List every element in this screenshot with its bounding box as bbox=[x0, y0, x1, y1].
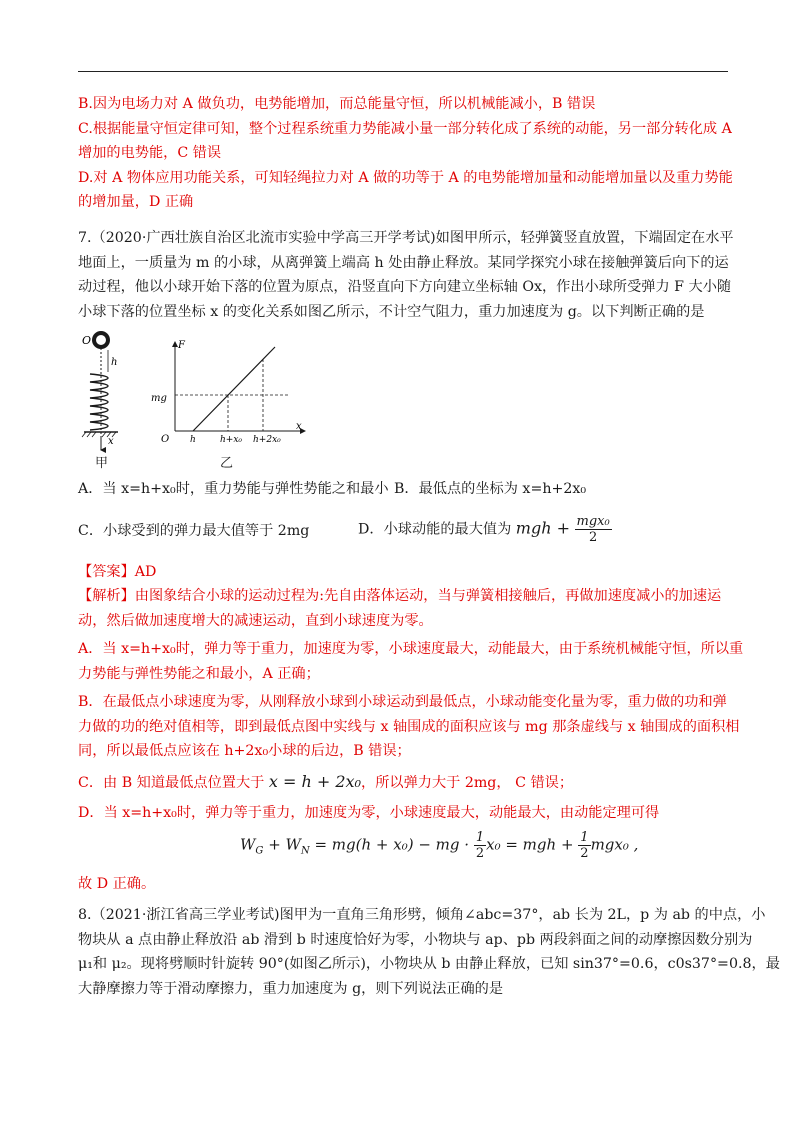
question-8-stem bbox=[78, 903, 780, 1001]
eq-sub-n: N bbox=[300, 845, 310, 857]
option-d-fraction bbox=[575, 514, 612, 545]
analysis-c bbox=[78, 770, 730, 796]
answer bbox=[78, 560, 730, 585]
option-a: A．当 x=h+x₀时，重力势能与弹性势能之和最小 bbox=[78, 481, 389, 497]
eq-f2-num: 1 bbox=[580, 830, 589, 845]
option-c: C．小球受到的弹力最大值等于 2mg bbox=[78, 523, 310, 539]
answer-label: 【答案】 bbox=[78, 564, 135, 580]
eq-mid: = mg(h + x₀) − mg · bbox=[309, 835, 470, 854]
x-tick-h-x0: h+x₀ bbox=[220, 435, 243, 445]
prev-expl-d1: D.对 A 物体应用功能关系，可知轻绳拉力对 A 做的功等于 A 的电势能增加量和动能增加量以及重力势能 bbox=[78, 169, 733, 186]
origin-label: O bbox=[161, 434, 170, 445]
eq-tail: mgx₀ , bbox=[590, 835, 639, 854]
ball-icon bbox=[94, 333, 108, 347]
option-b: B．最低点的坐标为 x=h+2x₀ bbox=[394, 481, 587, 497]
option-d bbox=[358, 514, 612, 545]
analysis-a1: A．当 x=h+x₀时，弹力等于重力，加速度为零，小球速度最大，动能最大，由于系统机械能守恒，所以重 bbox=[78, 641, 744, 657]
analysis-line-2: 动，然后做加速度增大的减速运动，直到小球速度为零。 bbox=[78, 612, 433, 629]
q8-line-3: μ₁和 μ₂。现将劈顺时针旋转 90°(如图乙所示)，小物块从 b 由静止释放，已知 sin37°=0.6，c0s37°=0.8，最 bbox=[78, 956, 780, 972]
prev-explanation bbox=[78, 92, 733, 215]
prev-expl-b: B.因为电场力对 A 做负功，电势能增加，而总能量守恒，所以机械能减小，B 错误 bbox=[78, 96, 596, 112]
option-d-expr: mgh + bbox=[515, 518, 570, 538]
q8-line-4: 大静摩擦力等于滑动摩擦力，重力加速度为 g，则下列说法正确的是 bbox=[78, 980, 504, 997]
analysis-label: 【解析】 bbox=[78, 588, 135, 604]
x-tick-h: h bbox=[190, 435, 196, 445]
eq-plus-w: + W bbox=[263, 835, 301, 854]
kinetic-energy-equation bbox=[240, 830, 638, 861]
eq-f2-den: 2 bbox=[580, 846, 589, 861]
eq-fraction-1 bbox=[474, 830, 486, 861]
analysis-c-post: ，所以弹力大于 2mg， C 错误； bbox=[361, 774, 574, 791]
prev-expl-c1: C.根据能量守恒定律可知，整个过程系统重力势能减小量一部分转化成了系统的动能，另一部分转化成 A bbox=[78, 120, 732, 137]
q7-line-2: 地面上，一质量为 m 的小球，从离弹簧上端高 h 处由静止释放。某同学探究小球在接触弹簧后向下的运 bbox=[78, 254, 729, 271]
prev-expl-d2: 的增加量，D 正确 bbox=[78, 194, 194, 210]
analysis-b2: 力做的功的绝对值相等，即到最低点图中实线与 x 轴围成的面积应该与 mg 那条虚线与 x 轴围成的面积相 bbox=[78, 718, 740, 735]
q8-line-2: 物块从 a 点由静止释放沿 ab 滑到 b 时速度恰好为零，小物块与 ap、pb 两段斜面之间的动摩擦因数分别为 bbox=[78, 931, 753, 948]
eq-f1-num: 1 bbox=[475, 830, 485, 845]
y-axis-label: F bbox=[178, 340, 185, 351]
jia-label-o: O bbox=[82, 334, 92, 347]
eq-fraction-2 bbox=[578, 830, 590, 861]
option-d-den: 2 bbox=[588, 530, 598, 545]
eq-after-1: x₀ = mgh + bbox=[486, 835, 574, 854]
analysis-line-1: 由图象结合小球的运动过程为:先自由落体运动，当与弹簧相接触后，再做加速度减小的加速运 bbox=[134, 588, 722, 604]
q7-line-4: 小球下落的位置坐标 x 的变化关系如图乙所示，不计空气阻力，重力加速度为 g。以下判断正确的是 bbox=[78, 303, 705, 320]
analysis-end: 故 D 正确。 bbox=[78, 876, 156, 892]
question-7-stem bbox=[78, 226, 734, 324]
eq-w: W bbox=[240, 835, 256, 854]
eq-f1-den: 2 bbox=[475, 846, 485, 861]
analysis-b1: B．在最低点小球速度为零，从刚释放小球到小球运动到最低点，小球动能变化量为零，重力做的功和弹 bbox=[78, 694, 727, 710]
mg-label: mg bbox=[151, 393, 167, 404]
x-tick-h-2x0: h+2x₀ bbox=[253, 435, 281, 445]
jia-label-x: x bbox=[108, 436, 114, 447]
analysis-d1: D．当 x=h+x₀时，弹力等于重力，加速度为零，小球速度最大，动能最大，由动能定理可得 bbox=[78, 805, 660, 821]
analysis-c-pre: C．由 B 知道最低点位置大于 bbox=[78, 774, 265, 791]
q7-line-3: 动过程，他以小球开始下落的位置为原点，沿竖直向下方向建立坐标轴 Ox，作出小球所受弹力 F 大小随 bbox=[78, 279, 732, 295]
analysis-a2: 力势能与弹性势能之和最小，A 正确； bbox=[78, 665, 320, 682]
q7-line-1: 7.（2020·广西壮族自治区北流市实验中学高三开学考试)如图甲所示，轻弹簧竖直放置，下端固定在水平 bbox=[78, 230, 734, 246]
jia-label-h: h bbox=[111, 357, 118, 368]
figure-yi-chart bbox=[145, 336, 315, 448]
spring-icon bbox=[90, 374, 108, 430]
x-axis-label: x bbox=[296, 421, 302, 432]
figure-yi-caption: 乙 bbox=[220, 456, 234, 471]
figure-jia-caption: 甲 bbox=[95, 456, 109, 471]
figure-jia bbox=[78, 326, 138, 456]
analysis-c-expr: x = h + 2x₀ bbox=[268, 771, 361, 791]
prev-expl-c2: 增加的电势能，C 错误 bbox=[78, 145, 222, 161]
option-d-prefix: D．小球动能的最大值为 bbox=[358, 521, 512, 538]
header-rule bbox=[78, 71, 728, 72]
analysis-b3: 同，所以最低点应该在 h+2x₀小球的后边，B 错误； bbox=[78, 743, 411, 759]
q8-line-1: 8.（2021·浙江省高三学业考试)图甲为一直角三角形劈，倾角∠abc=37°，ab 长为 2L，p 为 ab 的中点，小 bbox=[78, 907, 766, 923]
eq-sub-g: G bbox=[255, 845, 264, 857]
option-d-num: mgx₀ bbox=[576, 514, 610, 529]
analysis bbox=[78, 584, 744, 826]
answer-value: AD bbox=[134, 564, 157, 580]
